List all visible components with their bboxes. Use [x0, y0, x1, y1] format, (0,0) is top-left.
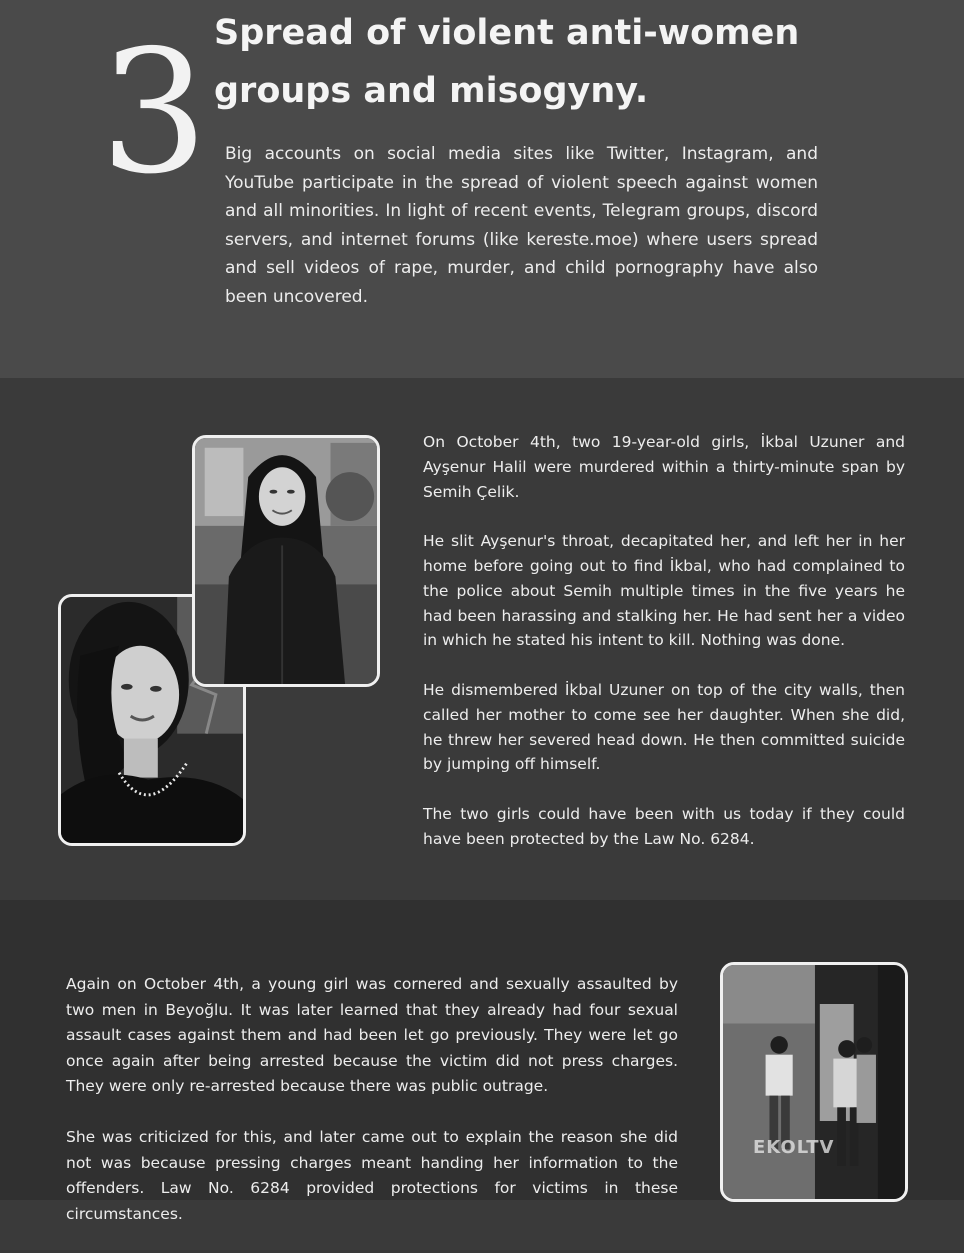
story-2-paragraph: Again on October 4th, a young girl was cornered and sexually assaulted by two men in Beyoğlu. It was later learned that they already had four sexual assault cases against them and had been let go previously. They were let go once again after being arrested because the victim did not press charges. They were only re-arrested because there was public outrage.	[66, 975, 678, 1095]
section-number: 3	[100, 14, 209, 212]
cctv-still-photo	[720, 962, 908, 1202]
story-paragraph: He slit Ayşenur's throat, decapitated her, and left her in her home before going out to find İkbal, who had complained to the police about Semih multiple times in the five years he had been harassing and stalking her. He had sent her a video in which he stated his intent to kill. Nothing was done.	[423, 532, 905, 650]
story-paragraph: On October 4th, two 19-year-old girls, İkbal Uzuner and Ayşenur Halil were murdered within a thirty-minute span by Semih Çelik.	[423, 433, 905, 501]
section-intro	[0, 0, 964, 378]
cctv-watermark: EKOLTV	[753, 1137, 835, 1158]
story-2-paragraph: She was criticized for this, and later came out to explain the reason she did not was because pressing charges meant handing her information to the offenders. Law No. 6284 provided protections for victims in these circumstances.	[66, 1128, 678, 1223]
section-heading: Spread of violent anti-women groups and misogyny.	[214, 13, 800, 111]
story-text	[423, 430, 905, 852]
story-2-text	[66, 972, 678, 1253]
story-paragraph: The two girls could have been with us today if they could have been protected by the Law No. 6284.	[423, 804, 905, 848]
story-paragraph: He dismembered İkbal Uzuner on top of the city walls, then called her mother to come see her daughter. When she did, he threw her severed head down. He then committed suicide by jumping off himself.	[423, 680, 905, 774]
victim-photo-portrait-right	[192, 435, 380, 687]
intro-paragraph: Big accounts on social media sites like Twitter, Instagram, and YouTube participate in the spread of violent speech against women and all minorities. In light of recent events, Telegram groups, discord servers, and internet forums (like kereste.moe) where users spread and sell videos of rape, murder, and child pornography have also been uncovered.	[225, 144, 818, 307]
